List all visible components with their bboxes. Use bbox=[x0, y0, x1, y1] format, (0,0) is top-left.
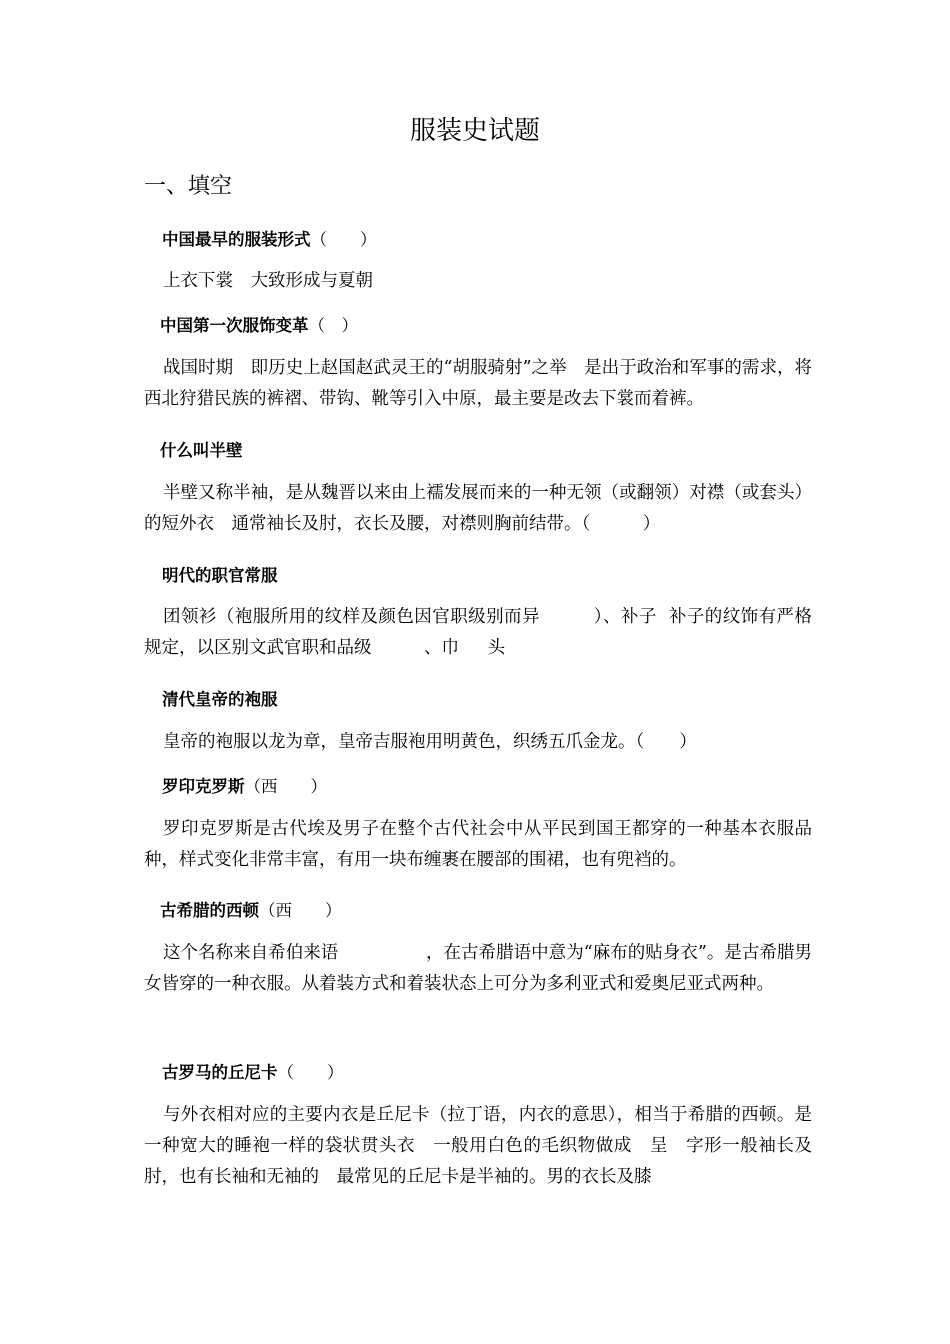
answer-blank: （ ） bbox=[310, 230, 377, 249]
question-2 bbox=[160, 314, 358, 338]
question-5 bbox=[162, 688, 278, 712]
answer-blank: （ ） bbox=[308, 316, 358, 335]
question-7 bbox=[160, 899, 342, 923]
answer-6: 罗印克罗斯是古代埃及男子在整个古代社会中从平民到国王都穿的一种基本衣服品种，样式变化非常丰富，有用一块布缠裹在腰部的围裙，也有兜裆的。 bbox=[144, 819, 812, 870]
answer-4: 团领衫（袍服所用的纹样及颜色因官职级别而异 ）、补子 补子的纹饰有严格规定，以区别文武官职和品级 、巾 头 bbox=[144, 607, 812, 658]
question-3 bbox=[160, 439, 243, 463]
section-heading: 一、填空 bbox=[144, 174, 233, 199]
question-6 bbox=[162, 775, 327, 799]
question-text: 明代的职官常服 bbox=[162, 566, 278, 585]
question-text: 什么叫半壁 bbox=[160, 441, 243, 460]
answer-5: 皇帝的袍服以龙为章，皇帝吉服袍用明黄色，织绣五爪金龙。（ ） bbox=[163, 732, 697, 752]
answer-blank: （西 ） bbox=[259, 901, 342, 920]
document-title: 服装史试题 bbox=[409, 116, 540, 146]
answer-3: 半壁又称半袖，是从魏晋以来由上襦发展而来的一种无领（或翻领）对襟（或套头）的短外衣 通常袖长及肘，衣长及腰，对襟则胸前结带。（ ） bbox=[144, 483, 812, 534]
answer-2: 战国时期 即历史上赵国赵武灵王的“胡服骑射”之举 是出于政治和军事的需求，将西北狩猎民族的裤褶、带钩、靴等引入中原，最主要是改去下裳而着裤。 bbox=[144, 358, 812, 409]
question-text: 古希腊的西顿 bbox=[160, 901, 259, 920]
answer-8: 与外衣相对应的主要内衣是丘尼卡（拉丁语，内衣的意思），相当于希腊的西顿。是一种宽大的睡袍一样的袋状贯头衣 一般用白色的毛织物做成 呈 字形一般袖长及肘，也有长袖和无袖的 最常见的丘尼卡是半袖的。男的衣长及膝 bbox=[144, 1105, 812, 1187]
question-8 bbox=[162, 1061, 344, 1085]
question-4 bbox=[162, 564, 278, 588]
question-text: 清代皇帝的袍服 bbox=[162, 690, 278, 709]
question-text: 古罗马的丘尼卡 bbox=[162, 1063, 278, 1082]
answer-blank: （西 ） bbox=[244, 777, 327, 796]
answer-blank: （ ） bbox=[277, 1063, 344, 1082]
question-1 bbox=[162, 228, 377, 252]
question-text: 中国最早的服装形式 bbox=[162, 230, 311, 249]
question-text: 中国第一次服饰变革 bbox=[160, 316, 309, 335]
answer-7: 这个名称来自希伯来语 ，在古希腊语中意为“麻布的贴身衣”。是古希腊男女皆穿的一种衣服。从着装方式和着装状态上可分为多利亚式和爱奥尼亚式两种。 bbox=[144, 943, 812, 994]
question-text: 罗印克罗斯 bbox=[162, 777, 245, 796]
answer-1: 上衣下裳 大致形成与夏朝 bbox=[163, 271, 373, 291]
